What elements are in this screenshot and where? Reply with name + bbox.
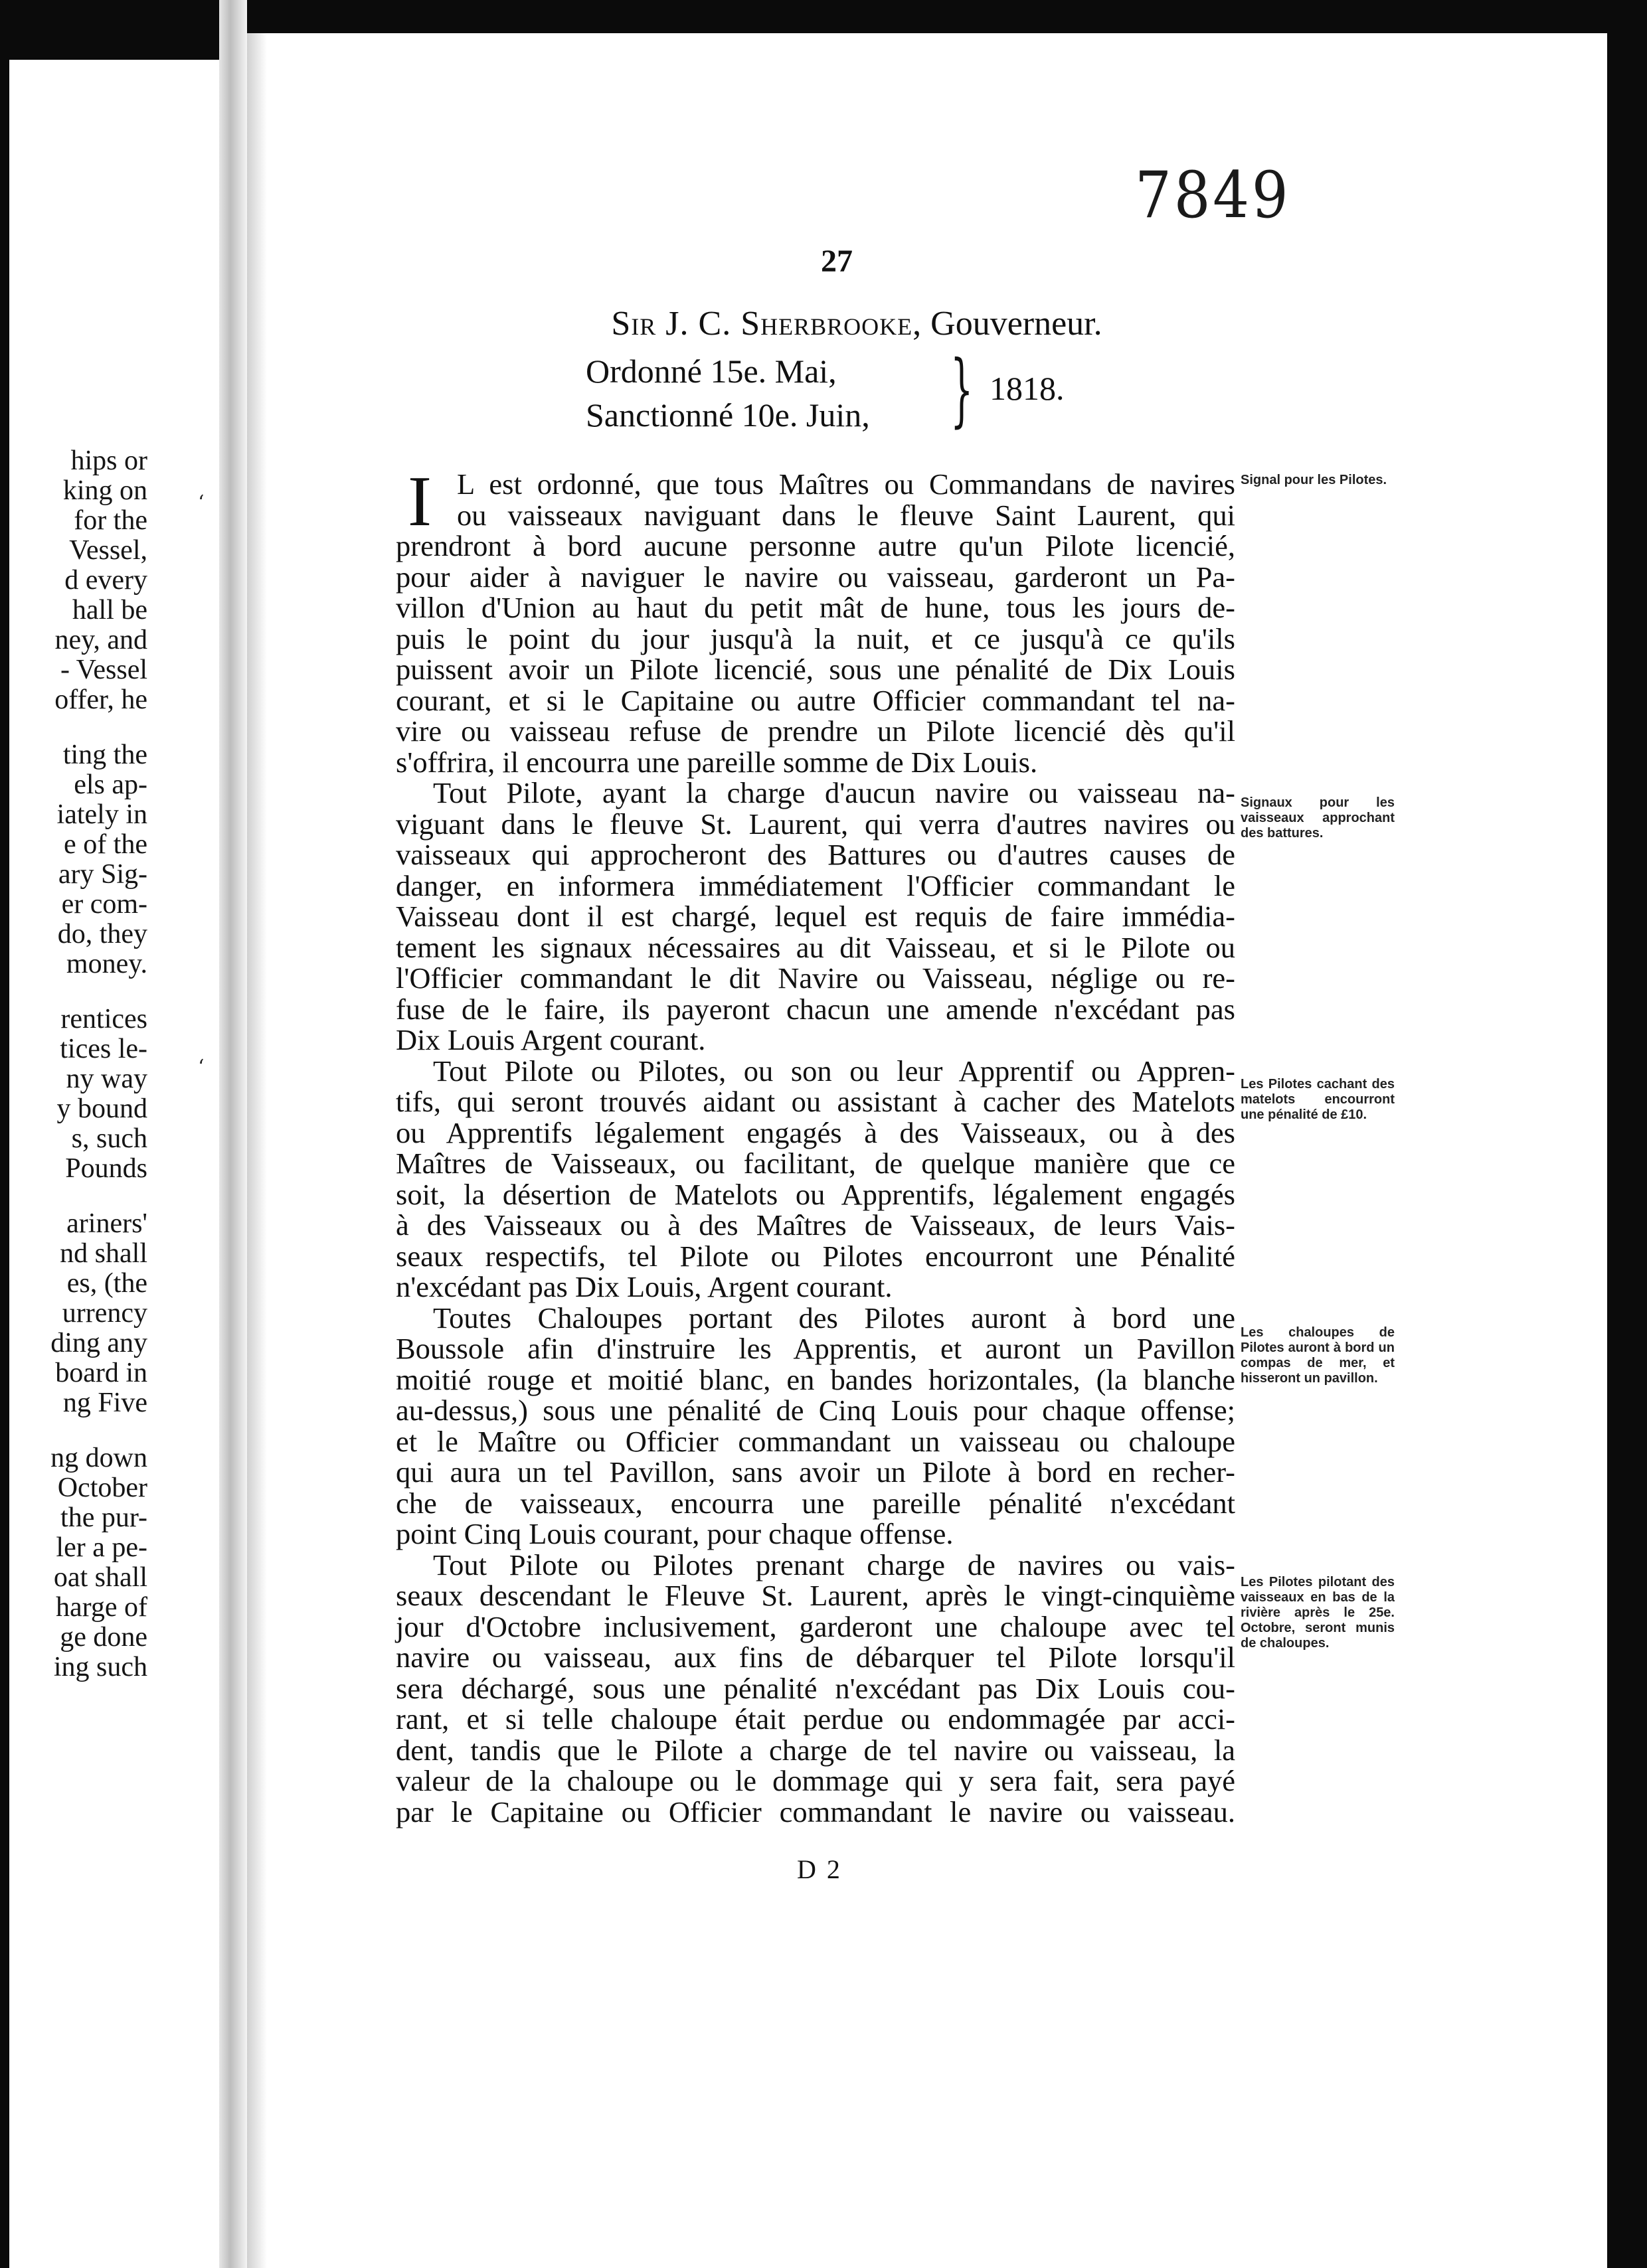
- left-page-line: ng down: [50, 1443, 147, 1473]
- left-page-line: money.: [66, 949, 147, 979]
- margin-note-matelots: Les Pilotes cachant des matelots encourront une pénalité de £10.: [1241, 1077, 1395, 1122]
- archive-stamp-number: 7849: [1135, 158, 1291, 232]
- body-line: fuse de le faire, ils payeront chacun une amende n'excédant pas: [396, 992, 1235, 1026]
- left-page-line: ge done: [60, 1623, 147, 1653]
- left-page-line: nd shall: [60, 1239, 147, 1269]
- paragraph-gap: [5, 1184, 147, 1209]
- paragraph-gap: [5, 979, 147, 1005]
- body-line: puis le point du jour jusqu'à la nuit, et ce jusqu'à ce qu'ils: [396, 621, 1235, 655]
- body-line: ou vaisseaux naviguant dans le fleuve Saint Laurent, qui: [457, 498, 1235, 532]
- body-line: Boussole afin d'instruire les Apprentis, et auront un Pavillon: [396, 1332, 1235, 1365]
- left-page-line: October: [57, 1473, 147, 1503]
- body-line: Tout Pilote ou Pilotes, ou son ou leur Apprentif ou Appren-: [433, 1054, 1235, 1088]
- ordained-date: Ordonné 15e. Mai,: [586, 353, 837, 390]
- left-page-line: tices le-: [60, 1034, 147, 1064]
- body-line: Toutes Chaloupes portant des Pilotes auront à bord une: [433, 1301, 1235, 1335]
- left-page-line: e of the: [64, 830, 147, 860]
- ordinance-body: [396, 462, 1235, 1828]
- body-line: L est ordonné, que tous Maîtres ou Commandans de navires: [457, 467, 1235, 501]
- body-line: rant, et si telle chaloupe était perdue ou endommagée par acci-: [396, 1702, 1235, 1736]
- left-page-line: d every: [64, 566, 147, 596]
- left-page-line: ing such: [53, 1653, 147, 1682]
- left-page-line: ney, and: [54, 625, 147, 655]
- sanctioned-date: Sanctionné 10e. Juin,: [586, 396, 870, 434]
- paragraph-gap: [5, 1418, 147, 1443]
- margin-note-octobre: Les Pilotes pilotant des vaisseaux en bas de la rivière après le 25e. Octobre, seront munis de chaloupes.: [1241, 1575, 1395, 1651]
- left-page-line: ng Five: [62, 1388, 147, 1418]
- ordinance-dates: [586, 349, 870, 437]
- left-page-line: es, (the: [66, 1269, 147, 1299]
- body-line: courant, et si le Capitaine ou autre Officier commandant tel na-: [396, 683, 1235, 717]
- left-page-line: ary Sig-: [58, 860, 147, 890]
- left-page-line: er com-: [61, 890, 147, 920]
- left-page-line: for the: [74, 506, 147, 536]
- body-line: prendront à bord aucune personne autre qu'un Pilote licencié,: [396, 529, 1235, 562]
- left-page-line: ariners': [66, 1209, 147, 1239]
- left-page-line: oat shall: [53, 1563, 147, 1593]
- date-brace: }: [950, 344, 974, 436]
- scan-edge-top: [226, 0, 1647, 33]
- governor-title: Gouverneur.: [930, 305, 1102, 343]
- body-line: par le Capitaine ou Officier commandant le navire ou vaisseau.: [396, 1795, 1235, 1828]
- left-page-line: Vessel,: [69, 536, 147, 566]
- body-line: soit, la désertion de Matelots ou Apprentifs, légalement engagés: [396, 1177, 1235, 1211]
- drop-cap: I: [408, 462, 432, 541]
- left-page-line: the pur-: [60, 1503, 147, 1533]
- left-page-line: ler a pe-: [56, 1533, 147, 1563]
- body-line: navire ou vaisseau, aux fins de débarquer tel Pilote lorsqu'il: [396, 1641, 1235, 1674]
- left-page-line: s, such: [71, 1124, 147, 1154]
- body-line: Tout Pilote ou Pilotes prenant charge de navires ou vais-: [433, 1548, 1235, 1581]
- left-page-line: els ap-: [74, 770, 147, 800]
- body-line: l'Officier commandant le dit Navire ou Vaisseau, néglige ou re-: [396, 961, 1235, 995]
- body-line: s'offrira, il encourra une pareille somme de Dix Louis.: [396, 745, 1038, 779]
- left-page-line: ny way: [66, 1064, 147, 1094]
- body-line: seaux descendant le Fleuve St. Laurent, après le vingt-cinquième: [396, 1579, 1235, 1612]
- body-line: Maîtres de Vaisseaux, ou facilitant, de quelque manière que ce: [396, 1147, 1235, 1180]
- ordinance-year: 1818.: [990, 370, 1065, 407]
- body-line: dent, tandis que le Pilote a charge de tel navire ou vaisseau, la: [396, 1733, 1235, 1767]
- page-number: 27: [821, 244, 853, 279]
- body-line: à des Vaisseaux ou à des Maîtres de Vaisseaux, de leurs Vais-: [396, 1208, 1235, 1242]
- body-line: che de vaisseaux, encourra une pareille pénalité n'excédant: [396, 1486, 1235, 1520]
- left-page-line: y bound: [56, 1094, 147, 1124]
- left-page-line: ting the: [62, 740, 147, 770]
- left-page-line: king on: [62, 476, 147, 506]
- margin-note-signaux: Signaux pour les vaisseaux approchant des battures.: [1241, 795, 1395, 841]
- body-line: viguant dans le fleuve St. Laurent, qui verra d'autres navires ou: [396, 807, 1235, 841]
- scan-edge-right: [1607, 0, 1647, 2268]
- body-line: valeur de la chaloupe ou le dommage qui y sera fait, sera payé: [396, 1764, 1235, 1797]
- ordinance-heading: [531, 304, 1182, 343]
- page-shadow: [247, 33, 267, 2268]
- left-page-line: iately in: [56, 800, 147, 830]
- scan-edge-top-left: [9, 0, 228, 60]
- body-line: point Cinq Louis courant, pour chaque offense.: [396, 1517, 954, 1550]
- body-line: pour aider à naviguer le navire ou vaisseau, garderont un Pa-: [396, 560, 1235, 594]
- body-line: ou Apprentifs légalement engagés à des Vaisseaux, ou à des: [396, 1115, 1235, 1149]
- left-page-line: Pounds: [65, 1154, 147, 1184]
- body-line: tifs, qui seront trouvés aidant ou assistant à cacher des Matelots: [396, 1085, 1235, 1118]
- body-line: puissent avoir un Pilote licencié, sous une pénalité de Dix Louis: [396, 653, 1235, 686]
- margin-note-chaloupes: Les chaloupes de Pilotes auront à bord un compas de mer, et hisseront un pavillon.: [1241, 1325, 1395, 1386]
- left-page-line: board in: [55, 1358, 147, 1388]
- body-line: au-dessus,) sous une pénalité de Cinq Louis pour chaque offense;: [396, 1394, 1235, 1427]
- body-line: Tout Pilote, ayant la charge d'aucun navire ou vaisseau na-: [433, 776, 1235, 809]
- body-line: moitié rouge et moitié blanc, en bandes horizontales, (la blanche: [396, 1362, 1235, 1396]
- left-page-line: do, they: [57, 920, 147, 949]
- left-page-line: urrency: [62, 1299, 147, 1329]
- margin-note-signal: Signal pour les Pilotes.: [1241, 473, 1387, 487]
- paragraph-gap: [5, 715, 147, 740]
- body-line: sera déchargé, sous une pénalité n'excédant pas Dix Louis cou-: [396, 1671, 1235, 1705]
- body-line: vaisseaux qui approcheront des Battures ou d'autres causes de: [396, 838, 1235, 871]
- body-line: Vaisseau dont il est chargé, lequel est requis de faire immédia-: [396, 900, 1235, 933]
- body-line: et le Maître ou Officier commandant un vaisseau ou chaloupe: [396, 1424, 1235, 1458]
- body-line: seaux respectifs, tel Pilote ou Pilotes encourront une Pénalité: [396, 1239, 1235, 1273]
- body-line: n'excédant pas Dix Louis, Argent courant.: [396, 1270, 893, 1303]
- body-line: danger, en informera immédiatement l'Officier commandant le: [396, 868, 1235, 902]
- governor-name: Sir J. C. Sherbrooke,: [611, 305, 922, 343]
- signature-mark: D 2: [797, 1854, 842, 1884]
- left-page-line: offer, he: [54, 685, 147, 715]
- left-page-line: harge of: [56, 1593, 147, 1623]
- body-line: tement les signaux nécessaires au dit Vaisseau, et si le Pilote ou: [396, 930, 1235, 964]
- body-line: qui aura un tel Pavillon, sans avoir un Pilote à bord en recher-: [396, 1455, 1235, 1489]
- body-line: Dix Louis Argent courant.: [396, 1023, 706, 1056]
- left-page-line: hips or: [70, 446, 147, 476]
- body-line: villon d'Union au haut du petit mât de hune, tous les jours de-: [396, 591, 1235, 624]
- left-page-line: ding any: [50, 1329, 147, 1358]
- left-page-line: rentices: [60, 1005, 147, 1034]
- left-page-mark: ‘: [198, 1056, 205, 1079]
- left-page-fragment: [5, 446, 147, 1682]
- left-page-mark: ‘: [198, 491, 205, 515]
- book-gutter: [219, 0, 247, 2268]
- body-line: jour d'Octobre inclusivement, garderont une chaloupe avec tel: [396, 1609, 1235, 1643]
- body-line: vire ou vaisseau refuse de prendre un Pilote licencié dès qu'il: [396, 714, 1235, 748]
- left-page-line: - Vessel: [60, 655, 147, 685]
- left-page-line: hall be: [72, 596, 147, 625]
